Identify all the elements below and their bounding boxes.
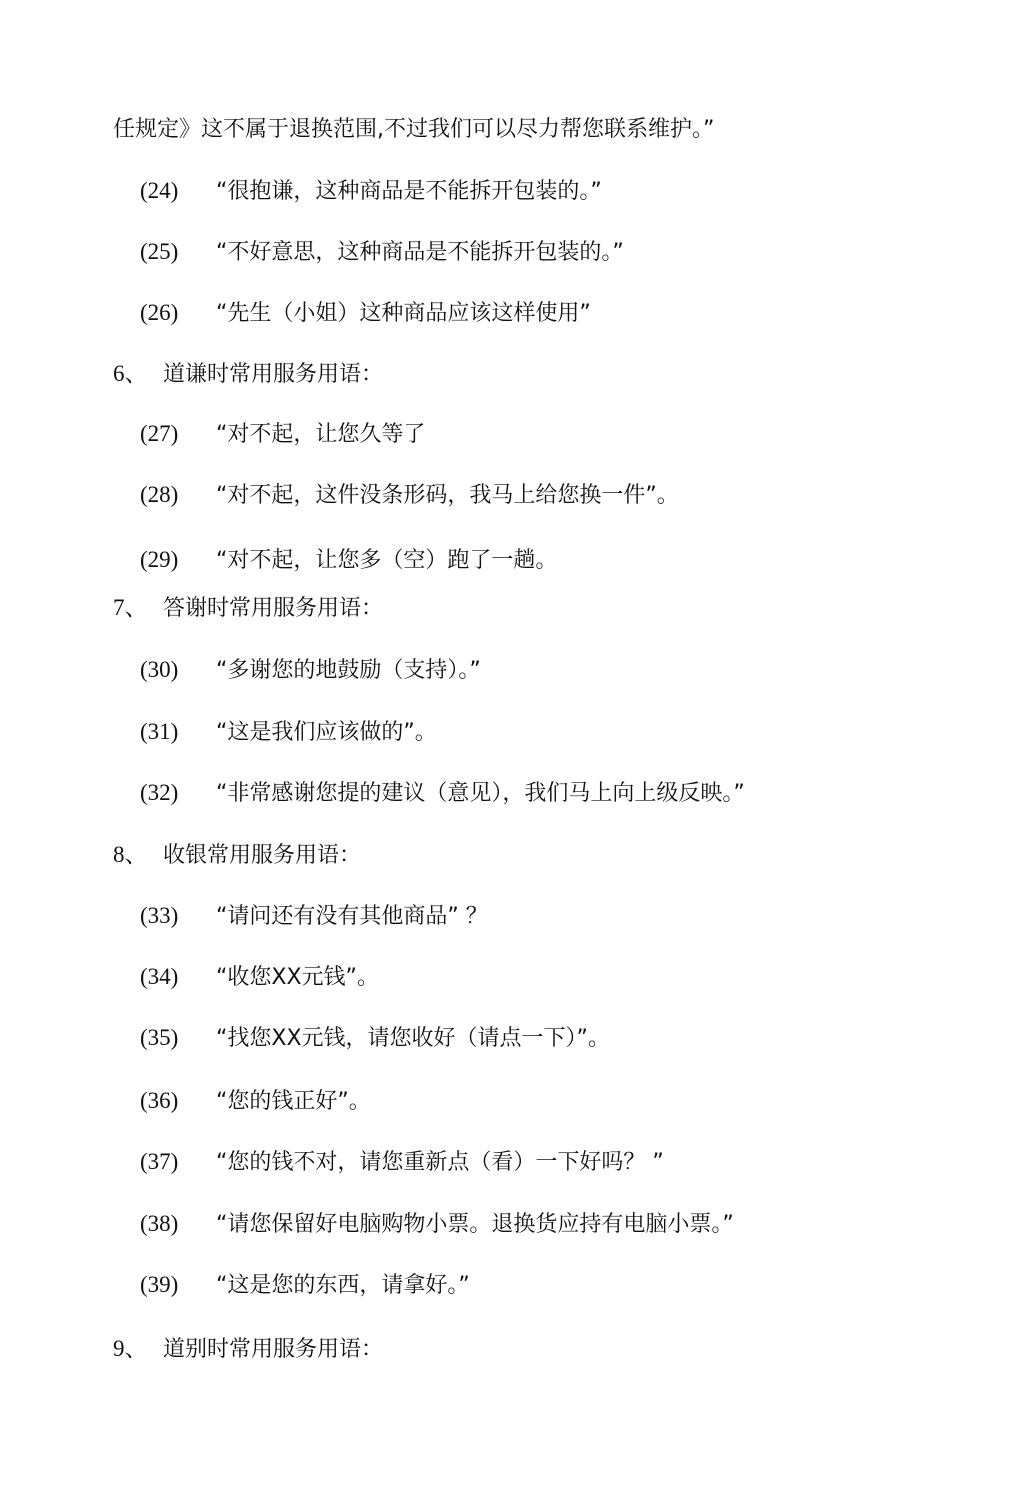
item-number: (31) [140, 719, 179, 744]
list-item [140, 900, 488, 933]
item-text: “先生（小姐）这种商品应该这样使用” [216, 301, 591, 326]
item-text: “收您XX元钱”。 [216, 965, 379, 990]
item-text: “对不起，让您久等了 [216, 422, 426, 447]
item-text: “对不起，这件没条形码，我马上给您换一件”。 [216, 483, 679, 508]
section-heading [113, 839, 361, 872]
list-item [140, 1208, 734, 1241]
item-number: (28) [140, 482, 179, 507]
section-number: 9、 [113, 1336, 148, 1361]
item-number: (26) [140, 300, 179, 325]
list-item [140, 297, 591, 330]
item-number: (33) [140, 903, 179, 928]
list-item [140, 418, 425, 451]
item-text: “很抱谦，这种商品是不能拆开包装的。” [216, 179, 602, 204]
section-number: 6、 [113, 361, 148, 386]
item-number: (30) [140, 657, 179, 682]
item-text: “请问还有没有其他商品” ？ [216, 904, 488, 929]
item-number: (39) [140, 1272, 179, 1297]
section-title: 道谦时常用服务用语： [163, 362, 384, 387]
list-item [140, 1022, 610, 1055]
section-heading [113, 1333, 383, 1366]
item-text: “找您XX元钱，请您收好（请点一下）”。 [216, 1026, 610, 1051]
item-number: (36) [140, 1088, 179, 1113]
section-heading [113, 358, 383, 391]
list-item [140, 716, 437, 749]
list-item [140, 654, 481, 687]
continuation-text: 任规定》这不属于退换范围,不过我们可以尽力帮您联系维护。” [113, 117, 715, 142]
list-item [140, 1269, 470, 1302]
item-text: “非常感谢您提的建议（意见），我们马上向上级反映。” [216, 781, 745, 806]
section-number: 8、 [113, 842, 148, 867]
continuation-line [113, 114, 714, 146]
list-item [140, 175, 602, 208]
list-item [140, 479, 679, 512]
section-number: 7、 [113, 595, 148, 620]
item-text: “对不起，让您多（空）跑了一趟。 [216, 548, 558, 573]
item-text: “您的钱不对，请您重新点（看）一下好吗？ ” [216, 1150, 664, 1175]
section-title: 道别时常用服务用语： [163, 1337, 384, 1362]
list-item [140, 236, 624, 269]
item-number: (37) [140, 1149, 179, 1174]
list-item [140, 777, 745, 810]
item-number: (25) [140, 239, 179, 264]
item-number: (24) [140, 178, 179, 203]
item-number: (35) [140, 1025, 179, 1050]
item-number: (32) [140, 780, 179, 805]
item-text: “多谢您的地鼓励（支持）。” [216, 658, 481, 683]
list-item [140, 544, 557, 577]
item-text: “您的钱正好”。 [216, 1089, 371, 1114]
item-number: (34) [140, 964, 179, 989]
list-item [140, 1146, 664, 1179]
list-item [140, 961, 379, 994]
item-text: “这是我们应该做的”。 [216, 720, 437, 745]
section-title: 答谢时常用服务用语： [163, 596, 384, 621]
section-title: 收银常用服务用语： [163, 843, 362, 868]
item-number: (38) [140, 1211, 179, 1236]
section-heading [113, 592, 383, 625]
item-number: (27) [140, 421, 179, 446]
item-number: (29) [140, 547, 179, 572]
list-item [140, 1085, 371, 1118]
item-text: “这是您的东西，请拿好。” [216, 1273, 470, 1298]
item-text: “请您保留好电脑购物小票。退换货应持有电脑小票。” [216, 1212, 734, 1237]
item-text: “不好意思，这种商品是不能拆开包装的。” [216, 240, 624, 265]
